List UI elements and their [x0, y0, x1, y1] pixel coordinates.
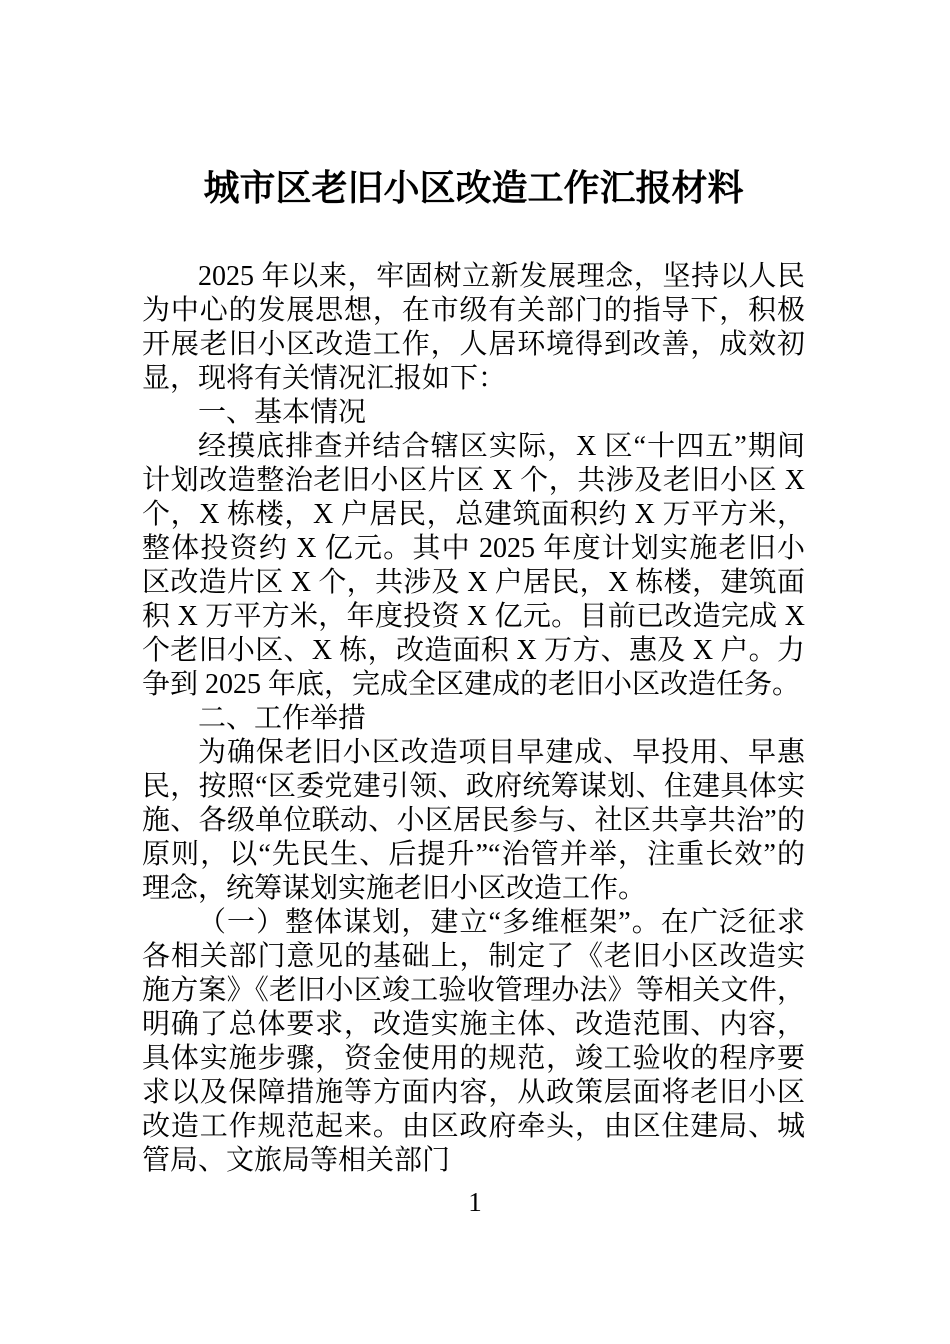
paragraph-intro: 2025 年以来，牢固树立新发展理念，坚持以人民为中心的发展思想，在市级有关部门的指导下，积极开展老旧小区改造工作，人居环境得到改善，成效初显，现将有关情况汇报如下：	[142, 261, 805, 394]
paragraph-measure-1-overall-planning: （一）整体谋划，建立“多维框架”。在广泛征求各相关部门意见的基础上，制定了《老旧小区改造实施方案》《老旧小区竣工验收管理办法》等相关文件，明确了总体要求，改造实施主体、改造范围、内容，具体实施步骤，资金使用的规范，竣工验收的程序要求以及保障措施等方面内容，从政策层面将老旧小区改造工作规范起来。由区政府牵头，由区住建局、城管局、文旅局等相关部门	[142, 907, 805, 1176]
page-footer	[0, 1186, 950, 1218]
heading-basic-situation: 一、基本情况	[198, 397, 367, 428]
heading-work-measures: 二、工作举措	[198, 703, 367, 734]
paragraph-work-measures-overview: 为确保老旧小区改造项目早建成、早投用、早惠民，按照“区委党建引领、政府统筹谋划、住建具体实施、各级单位联动、小区居民参与、社区共享共治”的原则，以“先民生、后提升”“治管并举，注重长效”的理念，统筹谋划实施老旧小区改造工作。	[142, 737, 805, 904]
paragraph-basic-situation: 经摸底排查并结合辖区实际，X 区“十四五”期间计划改造整治老旧小区片区 X 个，共涉及老旧小区 X 个，X 栋楼，X 户居民，总建筑面积约 X 万平方米，整体投资约 X 亿元。其中 2025 年度计划实施老旧小区改造片区 X 个，共涉及 X 户居民，X 栋楼，建筑面积 X 万平方米，年度投资 X 亿元。目前已改造完成 X 个老旧小区、X 栋，改造面积 X 万方、惠及 X 户。力争到 2025 年底，完成全区建成的老旧小区改造任务。	[142, 431, 805, 700]
page-number: 1	[468, 1187, 482, 1217]
document-title: 城市区老旧小区改造工作汇报材料	[203, 167, 744, 208]
